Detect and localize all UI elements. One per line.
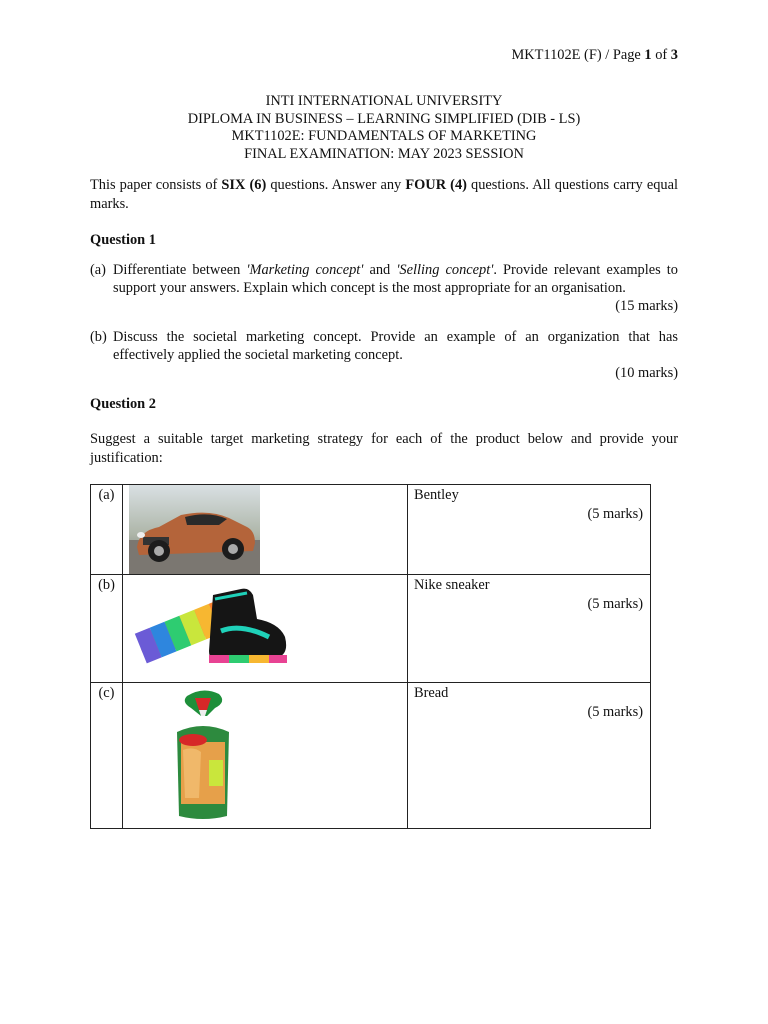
header-of: of [651, 47, 671, 63]
description-cell [408, 575, 651, 683]
product-marks: (5 marks) [587, 506, 643, 522]
question-1b-label: (b) [90, 329, 107, 345]
question-1b-marks: (10 marks) [615, 365, 678, 381]
product-name: Nike sneaker [414, 577, 490, 593]
programme-name: DIPLOMA IN BUSINESS – LEARNING SIMPLIFIED (DIB - LS) [187, 110, 581, 127]
instructions-text-2: questions. Answer any [266, 177, 406, 193]
product-marks: (5 marks) [587, 704, 643, 720]
university-name: INTI INTERNATIONAL UNIVERSITY [265, 93, 503, 109]
q1a-t3: . Provide relevant examples to support your answers. Explain which concept is the most appropriate for an organisation. [113, 262, 679, 296]
page-number: 1 [644, 47, 652, 63]
question-1-heading: Question 1 [90, 232, 156, 248]
course-name: MKT1102E: FUNDAMENTALS OF MARKETING [231, 128, 537, 144]
image-cell [123, 485, 408, 575]
product-name: Bentley [414, 487, 459, 503]
row-label: (c) [91, 683, 123, 829]
question-2-heading: Question 2 [90, 396, 156, 412]
products-table [90, 484, 651, 829]
car-icon [129, 485, 260, 574]
instructions [90, 176, 678, 213]
sneaker-icon [129, 575, 293, 673]
product-name: Bread [414, 685, 449, 701]
image-cell [123, 683, 408, 829]
product-marks: (5 marks) [587, 596, 643, 612]
q1a-t2: and [363, 262, 397, 278]
page-total: 3 [670, 47, 678, 63]
table-row [91, 575, 651, 683]
instructions-four: FOUR (4) [405, 177, 467, 193]
exam-title [0, 93, 768, 163]
question-1a-marks: (15 marks) [615, 298, 678, 314]
q1a-selling-concept: 'Selling concept' [396, 262, 494, 278]
row-label: (b) [91, 575, 123, 683]
q1a-t1: Differentiate between [113, 262, 247, 278]
instructions-text-3: questions. All questions carry equal marks. [90, 177, 678, 212]
instructions-text-1: This paper consists of [90, 177, 222, 193]
question-1b [90, 328, 678, 382]
description-cell [408, 683, 651, 829]
question-1a-text [113, 261, 678, 297]
question-2-intro: Suggest a suitable target marketing strategy for each of the product below and provide your justification: [90, 431, 678, 466]
table-row [91, 683, 651, 829]
page-header [511, 47, 678, 64]
q1a-marketing-concept: 'Marketing concept' [246, 262, 364, 278]
image-cell [123, 575, 408, 683]
exam-session: FINAL EXAMINATION: MAY 2023 SESSION [244, 145, 524, 162]
bread-icon [163, 686, 243, 826]
question-1b-text: Discuss the societal marketing concept. Provide an example of an organization that has effectively applied the societal marketing concept. [113, 329, 678, 363]
description-cell [408, 485, 651, 575]
row-label: (a) [91, 485, 123, 575]
question-1a [90, 261, 678, 315]
question-1a-label: (a) [90, 262, 106, 278]
table-row [91, 485, 651, 575]
instructions-six: SIX (6) [221, 177, 267, 193]
header-prefix: MKT1102E (F) / Page [511, 47, 645, 63]
